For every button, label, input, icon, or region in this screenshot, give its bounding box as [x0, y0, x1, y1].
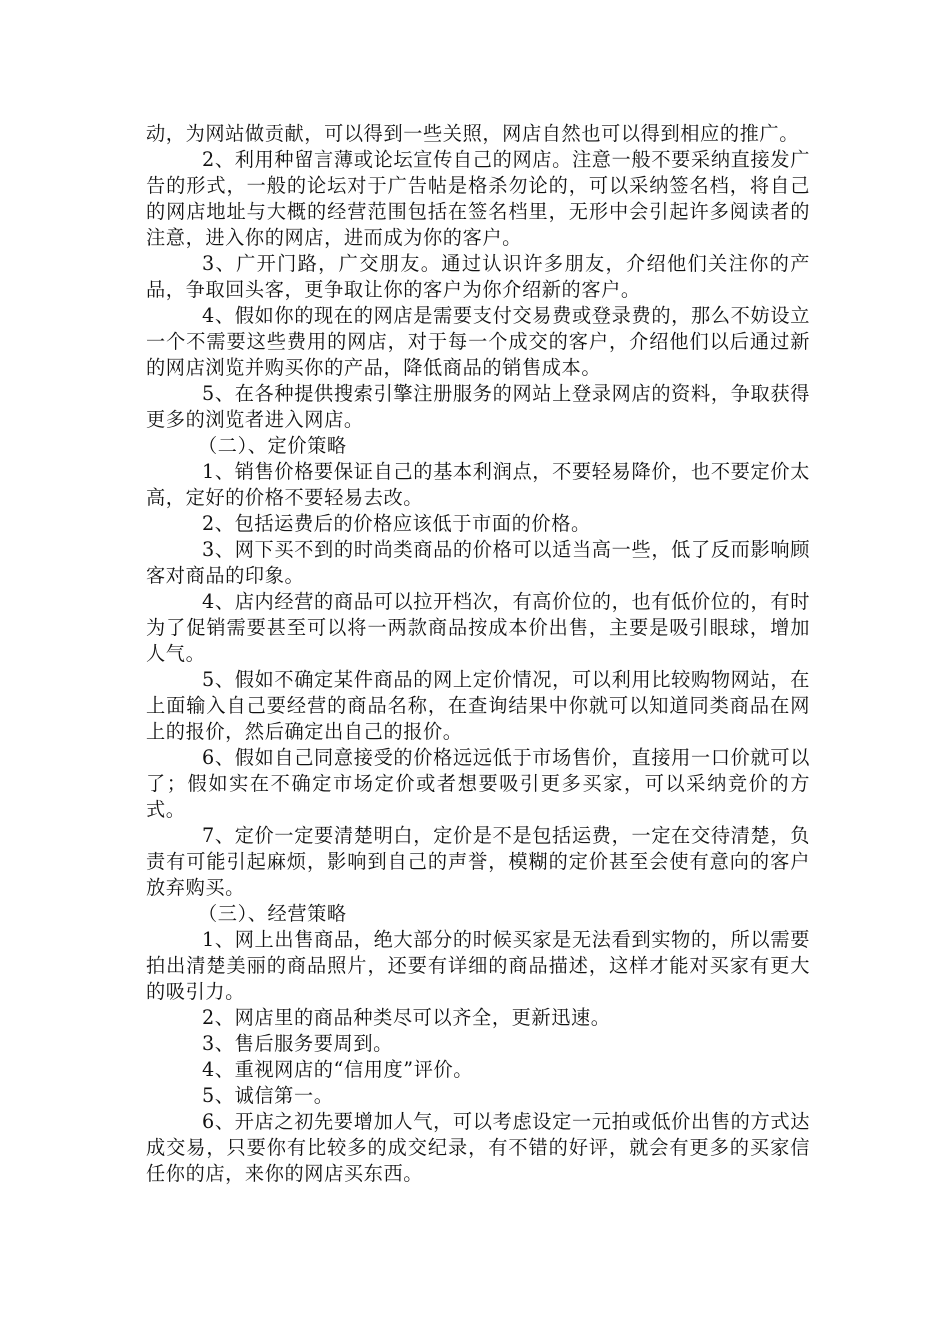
- paragraph-promo-3: 3、广开门路，广交朋友。通过认识许多朋友，介绍他们关注你的产品，争取回头客，更争取让你的客户为你介绍新的客户。: [146, 252, 810, 301]
- paragraph-pricing-3: 3、网下买不到的时尚类商品的价格可以适当高一些，低了反而影响顾客对商品的印象。: [146, 538, 810, 587]
- paragraph-pricing-4: 4、店内经营的商品可以拉开档次，有高价位的，也有低价位的，有时为了促销需要甚至可以将一两款商品按成本价出售，主要是吸引眼球，增加人气。: [146, 590, 810, 665]
- paragraph-promo-5: 5、在各种提供搜索引擎注册服务的网站上登录网店的资料，争取获得更多的浏览者进入网店。: [146, 382, 810, 431]
- paragraph-pricing-5: 5、假如不确定某件商品的网上定价情况，可以利用比较购物网站，在上面输入自己要经营的商品名称，在查询结果中你就可以知道同类商品在网上的报价，然后确定出自己的报价。: [146, 668, 810, 743]
- document-page: [146, 121, 810, 1187]
- paragraph-operations-1: 1、网上出售商品，绝大部分的时候买家是无法看到实物的，所以需要拍出清楚美丽的商品照片，还要有详细的商品描述，这样才能对买家有更大的吸引力。: [146, 928, 810, 1003]
- paragraph-operations-2: 2、网店里的商品种类尽可以齐全，更新迅速。: [202, 1006, 611, 1029]
- paragraph-operations-5: 5、诚信第一。: [202, 1084, 334, 1107]
- paragraph-pricing-1: 1、销售价格要保证自己的基本利润点，不要轻易降价，也不要定价太高，定好的价格不要轻易去改。: [146, 460, 810, 509]
- paragraph-promo-4: 4、假如你的现在的网店是需要支付交易费或登录费的，那么不妨设立一个不需要这些费用的网店，对于每一个成交的客户，介绍他们以后通过新的网店浏览并购买你的产品，降低商品的销售成本。: [146, 304, 810, 379]
- paragraph-pricing-2: 2、包括运费后的价格应该低于市面的价格。: [202, 512, 591, 535]
- section-heading-pricing: （二）、定价策略: [198, 434, 347, 457]
- paragraph-promo-2: 2、利用种留言薄或论坛宣传自己的网店。注意一般不要采纳直接发广告的形式，一般的论坛对于广告帖是格杀勿论的，可以采纳签名档，将自己的网店地址与大概的经营范围包括在签名档里，无形中会引起许多阅读者的注意，进入你的网店，进而成为你的客户。: [146, 148, 810, 249]
- paragraph-operations-3: 3、售后服务要周到。: [202, 1032, 393, 1055]
- paragraph-pricing-6: 6、假如自己同意接受的价格远远低于市场售价，直接用一口价就可以了；假如实在不确定市场定价或者想要吸引更多买家，可以采纳竞价的方式。: [146, 746, 810, 821]
- paragraph-operations-6: 6、开店之初先要增加人气，可以考虑设定一元拍或低价出售的方式达成交易，只要你有比较多的成交纪录，有不错的好评，就会有更多的买家信任你的店，来你的网店买东西。: [146, 1110, 810, 1185]
- section-heading-operations: （三）、经营策略: [198, 902, 347, 925]
- paragraph-continuation: 动，为网站做贡献，可以得到一些关照，网店自然也可以得到相应的推广。: [146, 122, 799, 145]
- paragraph-operations-4: 4、重视网店的“信用度”评价。: [202, 1058, 474, 1081]
- paragraph-pricing-7: 7、定价一定要清楚明白，定价是不是包括运费，一定在交待清楚，负责有可能引起麻烦，影响到自己的声誉，模糊的定价甚至会使有意向的客户放弃购买。: [146, 824, 810, 899]
